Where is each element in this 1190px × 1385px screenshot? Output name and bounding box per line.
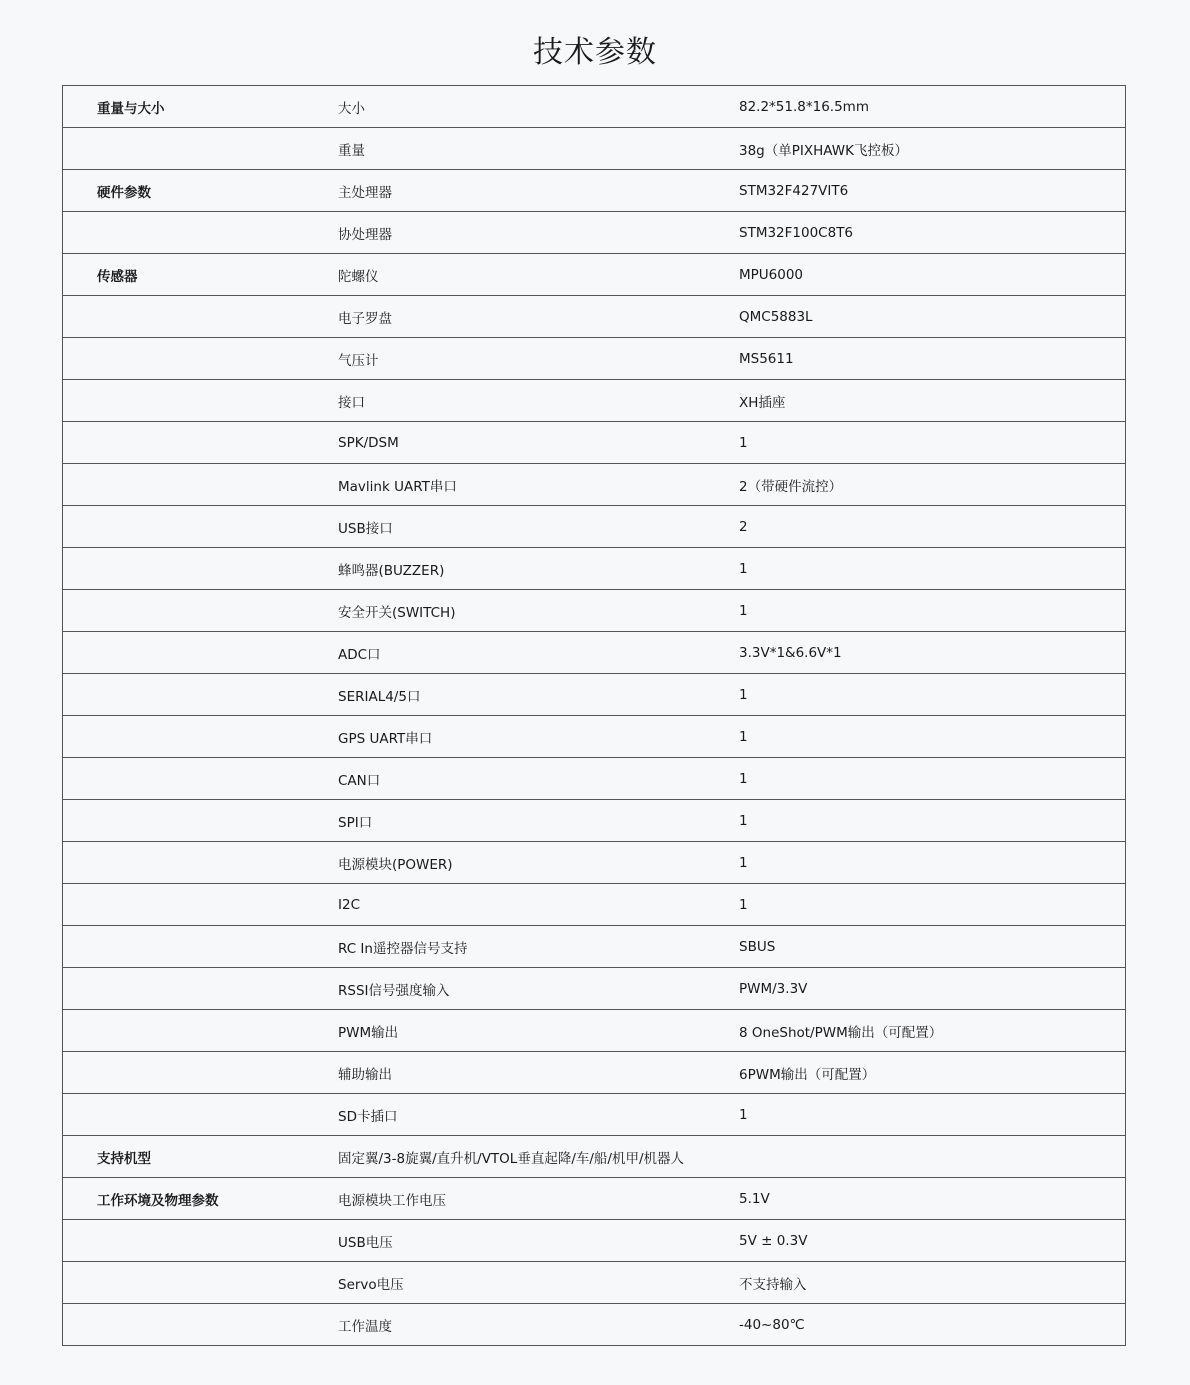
table-row — [63, 1178, 1125, 1220]
value-cell: -40~80℃ — [739, 1316, 805, 1333]
param-cell: 辅助输出 — [338, 1066, 392, 1083]
param-cell: SPK/DSM — [338, 434, 399, 451]
value-cell: STM32F427VIT6 — [739, 182, 849, 199]
param-cell: ADC口 — [338, 646, 381, 663]
spec-table — [62, 85, 1126, 1346]
table-row — [63, 842, 1125, 884]
category-cell: 工作环境及物理参数 — [97, 1192, 219, 1209]
value-cell: 6PWM输出（可配置） — [739, 1066, 876, 1083]
value-cell: 8 OneShot/PWM输出（可配置） — [739, 1024, 943, 1041]
param-cell: PWM输出 — [338, 1024, 399, 1041]
table-row — [63, 86, 1125, 128]
table-row — [63, 1010, 1125, 1052]
value-cell: 2（带硬件流控） — [739, 478, 843, 495]
table-row — [63, 1304, 1125, 1346]
table-row — [63, 674, 1125, 716]
table-row — [63, 1094, 1125, 1136]
param-cell: RC In遥控器信号支持 — [338, 940, 468, 957]
value-cell: 1 — [739, 770, 748, 787]
table-row — [63, 296, 1125, 338]
value-cell: 1 — [739, 1106, 748, 1123]
table-row — [63, 1220, 1125, 1262]
value-cell: 3.3V*1&6.6V*1 — [739, 644, 842, 661]
table-row — [63, 1052, 1125, 1094]
value-cell: 5V ± 0.3V — [739, 1232, 808, 1249]
value-cell: PWM/3.3V — [739, 980, 808, 997]
table-row — [63, 128, 1125, 170]
param-cell: I2C — [338, 896, 360, 913]
table-row — [63, 170, 1125, 212]
param-cell: 重量 — [338, 142, 365, 159]
page-title: 技术参数 — [533, 35, 657, 70]
category-cell: 传感器 — [97, 268, 138, 285]
table-row — [63, 380, 1125, 422]
param-cell: 电子罗盘 — [338, 310, 392, 327]
param-cell: 陀螺仪 — [338, 268, 379, 285]
value-cell: 1 — [739, 686, 748, 703]
param-cell: USB电压 — [338, 1234, 393, 1251]
value-cell: 1 — [739, 728, 748, 745]
param-cell: 安全开关(SWITCH) — [338, 604, 456, 621]
param-cell: RSSI信号强度输入 — [338, 982, 450, 999]
param-cell: 蜂鸣器(BUZZER) — [338, 562, 445, 579]
value-cell: MPU6000 — [739, 266, 804, 283]
param-cell: 协处理器 — [338, 226, 392, 243]
param-cell: 接口 — [338, 394, 365, 411]
table-row — [63, 422, 1125, 464]
value-cell: 1 — [739, 896, 748, 913]
value-cell: 1 — [739, 434, 748, 451]
param-cell: 电源模块工作电压 — [338, 1192, 446, 1209]
table-row — [63, 884, 1125, 926]
value-cell: 2 — [739, 518, 748, 535]
param-cell: Servo电压 — [338, 1276, 404, 1293]
table-row — [63, 212, 1125, 254]
table-row — [63, 254, 1125, 296]
value-cell: 5.1V — [739, 1190, 770, 1207]
table-row — [63, 1262, 1125, 1304]
value-cell: SBUS — [739, 938, 776, 955]
value-cell: 1 — [739, 560, 748, 577]
param-cell: 工作温度 — [338, 1318, 392, 1335]
table-row — [63, 338, 1125, 380]
param-cell: 气压计 — [338, 352, 379, 369]
table-row — [63, 968, 1125, 1010]
table-row — [63, 632, 1125, 674]
table-row — [63, 464, 1125, 506]
param-cell: SERIAL4/5口 — [338, 688, 421, 705]
value-cell: 1 — [739, 602, 748, 619]
value-cell: 1 — [739, 812, 748, 829]
table-row — [63, 590, 1125, 632]
value-cell: XH插座 — [739, 394, 786, 411]
param-cell: SD卡插口 — [338, 1108, 398, 1125]
table-row — [63, 548, 1125, 590]
table-row — [63, 758, 1125, 800]
param-cell: USB接口 — [338, 520, 393, 537]
table-row — [63, 716, 1125, 758]
value-cell: 82.2*51.8*16.5mm — [739, 98, 869, 115]
value-cell: QMC5883L — [739, 308, 813, 325]
value-cell: 不支持输入 — [739, 1276, 807, 1293]
value-cell: MS5611 — [739, 350, 794, 367]
category-cell: 支持机型 — [97, 1150, 151, 1167]
param-cell: CAN口 — [338, 772, 381, 789]
table-row — [63, 1136, 1125, 1178]
param-cell: SPI口 — [338, 814, 373, 831]
category-cell: 硬件参数 — [97, 184, 151, 201]
param-cell: 大小 — [338, 100, 365, 117]
param-cell: 主处理器 — [338, 184, 392, 201]
value-cell: STM32F100C8T6 — [739, 224, 854, 241]
param-cell: 固定翼/3-8旋翼/直升机/VTOL垂直起降/车/船/机甲/机器人 — [338, 1150, 685, 1167]
param-cell: GPS UART串口 — [338, 730, 433, 747]
value-cell: 38g（单PIXHAWK飞控板） — [739, 142, 908, 159]
value-cell: 1 — [739, 854, 748, 871]
table-row — [63, 926, 1125, 968]
param-cell: Mavlink UART串口 — [338, 478, 457, 495]
category-cell: 重量与大小 — [97, 100, 165, 117]
param-cell: 电源模块(POWER) — [338, 856, 453, 873]
table-row — [63, 506, 1125, 548]
table-row — [63, 800, 1125, 842]
